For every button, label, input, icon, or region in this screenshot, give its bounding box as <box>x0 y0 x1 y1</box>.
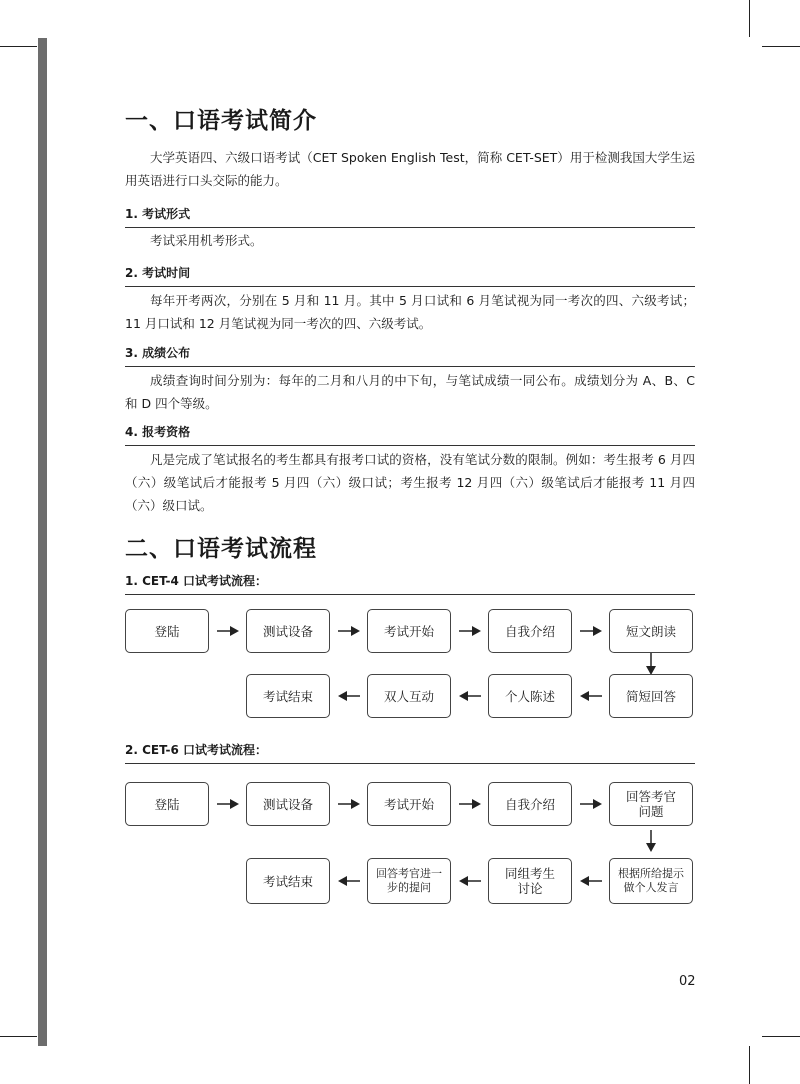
right-arrow-icon <box>217 625 239 637</box>
crop-mark <box>749 1046 750 1084</box>
left-arrow-icon <box>338 875 360 887</box>
flow-step: 回答考官 问题 <box>609 782 693 826</box>
right-arrow-icon <box>338 798 360 810</box>
left-arrow-icon <box>580 690 602 702</box>
crop-mark <box>762 1036 800 1037</box>
flow-step: 考试结束 <box>246 858 330 904</box>
flow-step: 双人互动 <box>367 674 451 718</box>
left-arrow-icon <box>580 875 602 887</box>
left-arrow-icon <box>459 690 481 702</box>
section-1-title: 一、口语考试简介 <box>125 108 317 134</box>
left-arrow-icon <box>338 690 360 702</box>
crop-mark <box>0 46 37 47</box>
right-arrow-icon <box>459 798 481 810</box>
subheading-eligibility: 4. 报考资格 <box>125 423 695 446</box>
right-arrow-icon <box>338 625 360 637</box>
paragraph-exam-format: 考试采用机考形式。 <box>150 233 263 248</box>
flow-step: 自我介绍 <box>488 609 572 653</box>
flow-step: 简短回答 <box>609 674 693 718</box>
right-arrow-icon <box>217 798 239 810</box>
down-arrow-icon <box>645 830 657 854</box>
right-arrow-icon <box>459 625 481 637</box>
flow-step: 考试开始 <box>367 782 451 826</box>
flow-step: 登陆 <box>125 609 209 653</box>
subheading-cet4-flow: 1. CET-4 口试考试流程： <box>125 572 695 595</box>
flow-step: 考试结束 <box>246 674 330 718</box>
right-arrow-icon <box>580 625 602 637</box>
crop-mark <box>0 1036 37 1037</box>
crop-mark <box>762 46 800 47</box>
flow-step: 测试设备 <box>246 782 330 826</box>
binding-spine <box>38 38 47 1046</box>
subheading-exam-time: 2. 考试时间 <box>125 264 695 287</box>
right-arrow-icon <box>580 798 602 810</box>
flow-step: 自我介绍 <box>488 782 572 826</box>
flow-step: 个人陈述 <box>488 674 572 718</box>
subheading-score-release: 3. 成绩公布 <box>125 344 695 367</box>
flow-step: 登陆 <box>125 782 209 826</box>
paragraph-exam-time: 每年开考两次，分别在 5 月和 11 月。其中 5 月口试和 6 月笔试视为同一考次的四、六级考试；11 月口试和 12 月笔试视为同一考次的四、六级考试。 <box>125 293 695 331</box>
subheading-cet6-flow: 2. CET-6 口试考试流程： <box>125 741 695 764</box>
flow-step: 测试设备 <box>246 609 330 653</box>
subheading-exam-format: 1. 考试形式 <box>125 205 695 228</box>
section-2-title: 二、口语考试流程 <box>125 536 317 562</box>
left-arrow-icon <box>459 875 481 887</box>
flow-step: 短文朗读 <box>609 609 693 653</box>
flow-step: 同组考生 讨论 <box>488 858 572 904</box>
flow-step: 根据所给提示 做个人发言 <box>609 858 693 904</box>
section-1-intro: 大学英语四、六级口语考试（CET Spoken English Test，简称 CET-SET）用于检测我国大学生运用英语进行口头交际的能力。 <box>125 150 695 188</box>
page-number: 02 <box>679 974 696 989</box>
flow-step: 回答考官进一 步的提问 <box>367 858 451 904</box>
flow-step: 考试开始 <box>367 609 451 653</box>
crop-mark <box>749 0 750 37</box>
paragraph-eligibility: 凡是完成了笔试报名的考生都具有报考口试的资格，没有笔试分数的限制。例如：考生报考 6 月四（六）级笔试后才能报考 5 月四（六）级口试；考生报考 12 月四（六）级笔试后才能报考 11 月四（六）级口试。 <box>125 452 695 513</box>
paragraph-score-release: 成绩查询时间分别为：每年的二月和八月的中下旬，与笔试成绩一同公布。成绩划分为 A、B、C 和 D 四个等级。 <box>125 373 695 411</box>
